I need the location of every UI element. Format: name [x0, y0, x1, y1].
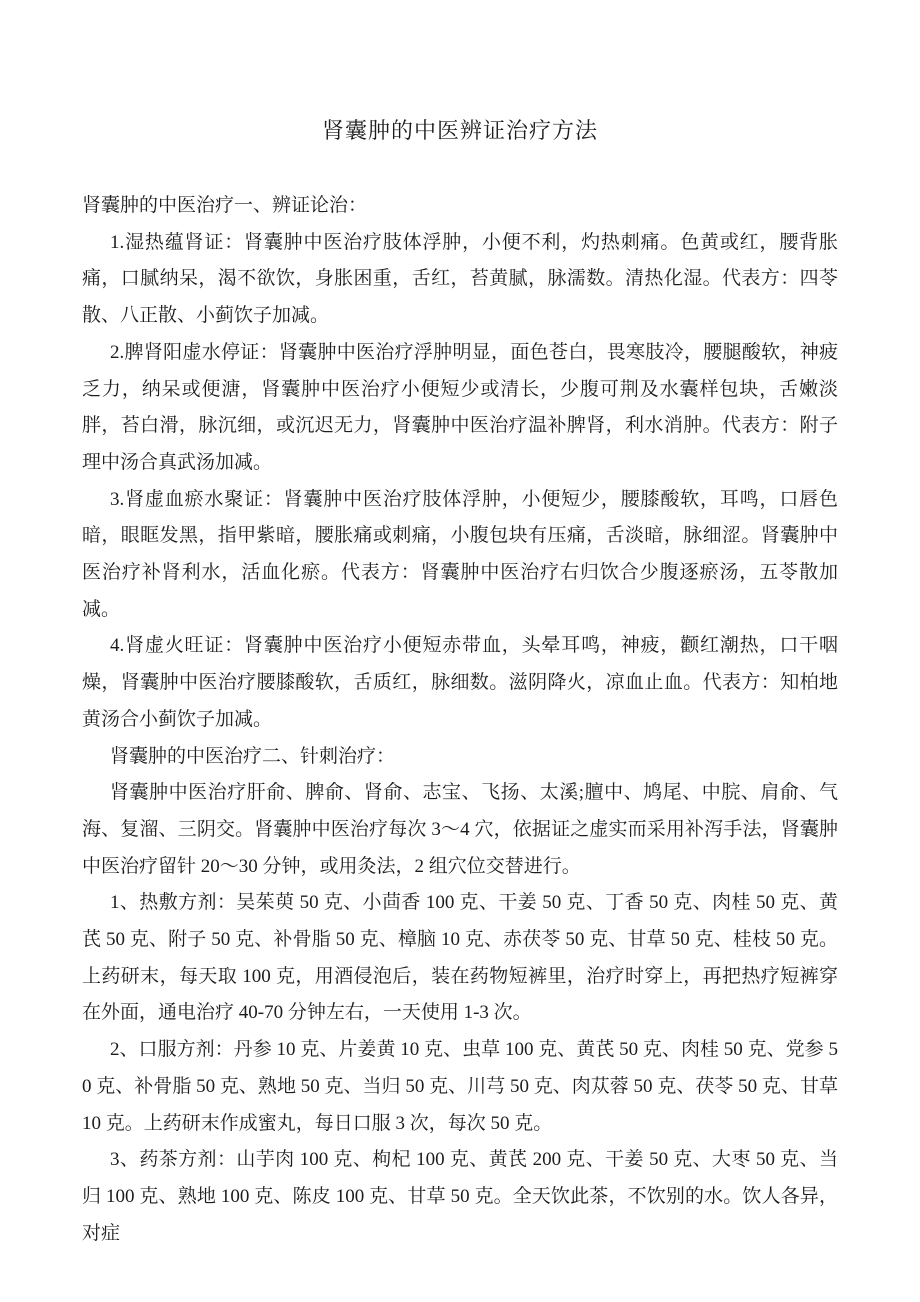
paragraph: 肾囊肿中医治疗肝俞、脾俞、肾俞、志宝、飞扬、太溪;膻中、鸠尾、中脘、肩俞、气海、复溜、三阴交。肾囊肿中医治疗每次 3～4 穴，依据证之虚实而采用补泻手法，肾囊肿中医治疗留针 20～30 分钟，或用灸法，2 组穴位交替进行。 — [82, 782, 838, 877]
document-title: 肾囊肿的中医辨证治疗方法 — [321, 118, 598, 143]
paragraph: 1.湿热蕴肾证：肾囊肿中医治疗肢体浮肿，小便不利，灼热刺痛。色黄或红，腰背胀痛，口腻纳呆，渴不欲饮，身胀困重，舌红，苔黄腻，脉濡数。清热化湿。代表方：四苓散、八正散、小蓟饮子加减。 — [82, 231, 838, 327]
paragraph: 肾囊肿的中医治疗一、辨证论治： — [82, 195, 368, 216]
paragraph: 肾囊肿的中医治疗二、针刺治疗： — [110, 745, 396, 767]
paragraph: 3.肾虚血瘀水聚证：肾囊肿中医治疗肢体浮肿，小便短少，腰膝酸软，耳鸣，口唇色暗，眼眶发黑，指甲紫暗，腰胀痛或刺痛，小腹包块有压痛，舌淡暗，脉细涩。肾囊肿中医治疗补肾利水，活血化瘀。代表方：肾囊肿中医治疗右归饮合少腹逐瘀汤，五苓散加减。 — [82, 488, 838, 620]
paragraph: 3、药茶方剂：山芋肉 100 克、枸杞 100 克、黄芪 200 克、干姜 50 克、大枣 50 克、当归 100 克、熟地 100 克、陈皮 100 克、甘草 50 克。全天饮此茶，不饮别的水。饮人各异，对症 — [82, 1149, 838, 1244]
paragraph: 4.肾虚火旺证：肾囊肿中医治疗小便短赤带血，头晕耳鸣，神疲，颧红潮热，口干咽燥，肾囊肿中医治疗腰膝酸软，舌质红，脉细数。滋阴降火，凉血止血。代表方：知柏地黄汤合小蓟饮子加减。 — [82, 635, 838, 730]
paragraph: 1、热敷方剂：吴茱萸 50 克、小茴香 100 克、干姜 50 克、丁香 50 克、肉桂 50 克、黄芪 50 克、附子 50 克、补骨脂 50 克、樟脑 10 克、赤茯苓 50 克、甘草 50 克、桂枝 50 克。上药研末，每天取 100 克，用酒侵泡后，装在药物短裤里，治疗时穿上，再把热疗短裤穿在外面，通电治疗 40-70 分钟左右，一天使用 1-3 次。 — [82, 892, 838, 1024]
paragraph: 2、口服方剂：丹参 10 克、片姜黄 10 克、虫草 100 克、黄芪 50 克、肉桂 50 克、党参 50 克、补骨脂 50 克、熟地 50 克、当归 50 克、川芎 50 克、肉苁蓉 50 克、茯苓 50 克、甘草 10 克。上药研末作成蜜丸，每日口服 3 次，每次 50 克。 — [82, 1039, 838, 1134]
paragraph: 2.脾肾阳虚水停证：肾囊肿中医治疗浮肿明显，面色苍白，畏寒肢冷，腰腿酸软，神疲乏力，纳呆或便溏，肾囊肿中医治疗小便短少或清长，少腹可荆及水囊样包块，舌嫩淡胖，苔白滑，脉沉细，或沉迟无力，肾囊肿中医治疗温补脾肾，利水消肿。代表方：附子理中汤合真武汤加减。 — [82, 341, 838, 473]
document-body — [0, 188, 920, 1252]
